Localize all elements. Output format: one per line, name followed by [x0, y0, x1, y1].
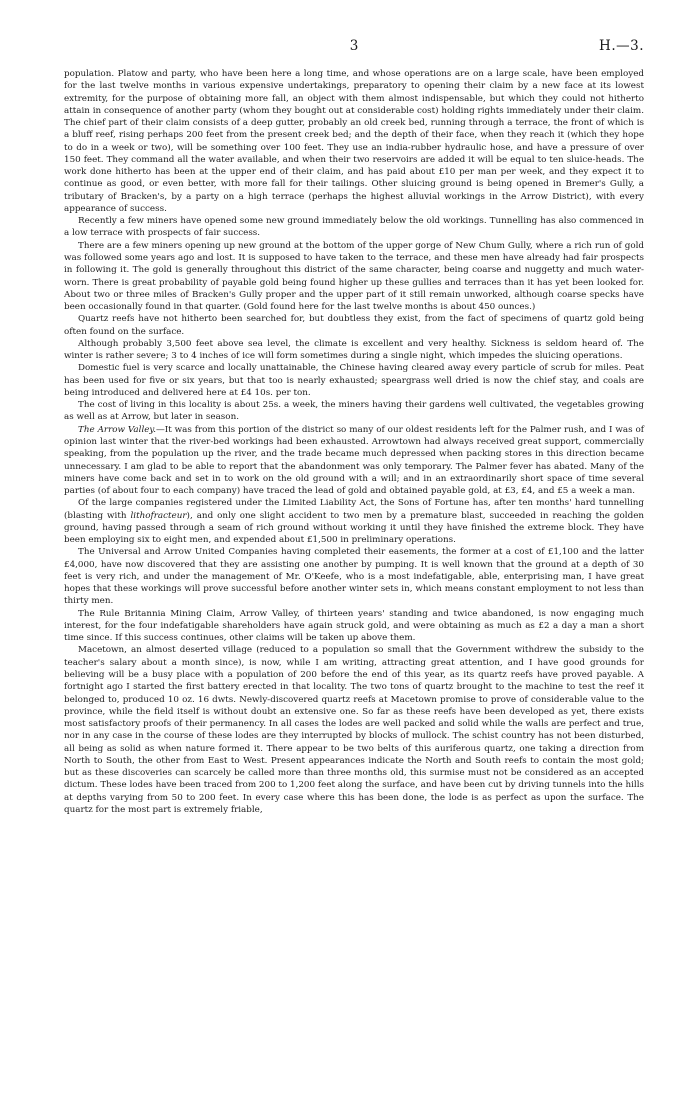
document-reference: H.—3. [599, 38, 644, 54]
paragraph: Domestic fuel is very scarce and locally unattainable, the Chinese having cleared away every particle of scrub for miles. Peat has been used for five or six years, but that too is nearly exhausted; speargrass well dried is now the chief stay, and coals are being introduced and delivered here at £4 10s. per ton. [64, 363, 644, 398]
body-text [64, 68, 644, 816]
page-number: 3 [349, 38, 359, 54]
section-lead: The Arrow Valley. [78, 424, 156, 435]
paragraph: The Arrow Valley.—It was from this portion of the district so many of our oldest residents left for the Palmer rush, and I was of opinion last winter that the river-bed workings had been exhausted. Arrowtown had always received great support, commercially speaking, from the population up the river, and the trade became much depressed when packing stores in this direction became unnecessary. I am glad to be able to report that the abandonment was only temporary. The Palmer fever has abated. Many of the miners have come back and set in to work on the old ground with a will; and in an extraordinarily short space of time several parties (of about four to each company) have traced the lead of gold and obtained payable gold, at £3, £4, and £5 a week a man. [64, 424, 644, 497]
page-header [64, 38, 644, 68]
paragraph: population. Platow and party, who have been here a long time, and whose operations are on a large scale, have been employed for the last twelve months in various expensive undertakings, preparatory to opening their claim by a new face at its lowest extremity, for the purpose of obtaining more fall, an object with them almost indispensable, but which they could not hitherto attain in consequence of another party (whom they bought out at considerable cost) holding rights immediately under their claim. The chief part of their claim consists of a deep gutter, probably an old creek bed, running through a terrace, the front of which is a bluff reef, rising perhaps 200 feet from the present creek bed; and the depth of their face, when they reach it (which they hope to do in a week or two), will be something over 100 feet. They use an india-rubber hydraulic hose, and have a pressure of over 150 feet. They command all the water available, and when their two reservoirs are added it will be equal to ten sluice-heads. The work done hitherto has been at the upper end of their claim, and has paid about £10 per man per week, and they expect it to continue as good, or even better, with more fall for their tailings. Other sluicing ground is being opened in Bremer's Gully, a tributary of Bracken's, by a party on a high terrace (perhaps the highest alluvial workings in the Arrow District), with every appearance of success. [64, 69, 644, 214]
paragraph: Although probably 3,500 feet above sea level, the climate is excellent and very healthy. Sickness is seldom heard of. The winter is rather severe; 3 to 4 inches of ice will form sometimes during a single night, which impedes the sluicing operations. [64, 338, 644, 362]
paragraph: The cost of living in this locality is about 25s. a week, the miners having their gardens well cultivated, the vegetables growing as well as at Arrow, but later in season. [64, 400, 644, 423]
paragraph: The Universal and Arrow United Companies having completed their easements, the former at a cost of £1,100 and the latter £4,000, have now discovered that they are assisting one another by pumping. It is well known that the ground at a depth of 30 feet is very rich, and under the management of Mr. O'Keefe, who is a most indefatigable, able, enterprising man, I have great hopes that these workings will prove successful before another winter sets in, which means constant employment to not less than thirty men. [64, 547, 644, 607]
paragraph: There are a few miners opening up new ground at the bottom of the upper gorge of New Chum Gully, where a rich run of gold was followed some years ago and lost. It is supposed to have taken to the terrace, and these men have already had fair prospects in following it. The gold is generally throughout this district of the same character, being coarse and nuggetty and much water-worn. There is great probability of payable gold being found higher up these gullies and terraces than it has yet been looked for. About two or three miles of Bracken's Gully proper and the upper part of it still remain unworked, although coarse specks have been occasionally found in that quarter. (Gold found here for the last twelve months is about 450 ounces.) [64, 240, 644, 313]
paragraph: Recently a few miners have opened some new ground immediately below the old workings. Tunnelling has also commenced in a low terrace with prospects of fair success. [64, 216, 644, 239]
italic-term: lithofracteur [130, 510, 187, 521]
paragraph: The Rule Britannia Mining Claim, Arrow Valley, of thirteen years' standing and twice abandoned, is now engaging much interest, for the four indefatigable shareholders have again struck gold, and were obtaining as much as £2 a day a man a short time since. If this success continues, other claims will be taken up above them. [64, 608, 644, 644]
paragraph: Macetown, an almost deserted village (reduced to a population so small that the Government withdrew the subsidy to the teacher's salary about a month since), is now, while I am writing, attracting great attention, and I have good grounds for believing will be a busy place with a population of 200 before the end of this year, as its quartz reefs have proved payable. A fortnight ago I started the first battery erected in that locality. The two tons of quartz brought to the machine to test the reef it belonged to, produced 10 oz. 16 dwts. Newly-discovered quartz reefs at Macetown promise to prove of considerable value to the province, while the field itself is without doubt an extensive one. So far as these reefs have been developed as yet, there exists most satisfactory proofs of their permanency. In all cases the lodes are well packed and solid while the walls are perfect and true, nor in any case in the course of these lodes are they interrupted by blocks of mullock. The schist country has not been disturbed, all being as solid as when nature formed it. There appear to be two belts of this auriferous quartz, one taking a direction from North to South, the other from East to West. Present appearances indicate the North and South reefs to contain the most gold; but as these discoveries can scarcely be called more than three months old, this surmise must not be considered as an accepted dictum. These lodes have been traced from 200 to 1,200 feet along the surface, and have been cut by driving tunnels into the hills at depths varying from 50 to 200 feet. In every case where this has been done, the lode is as perfect as upon the surface. The quartz for the most part is extremely friable, [64, 645, 644, 815]
paragraph: Of the large companies registered under the Limited Liability Act, the Sons of Fortune has, after ten months' hard tunnelling (blasting with lithofracteur), and only one slight accident to two men by a premature blast, succeeded in reaching the golden ground, having passed through a seam of rich ground without working it until they have finished the extreme block. They have been employing six to eight men, and expended about £1,500 in preliminary operations. [64, 498, 645, 546]
paragraph: Quartz reefs have not hitherto been searched for, but doubtless they exist, from the fact of specimens of quartz gold being often found on the surface. [64, 314, 644, 337]
